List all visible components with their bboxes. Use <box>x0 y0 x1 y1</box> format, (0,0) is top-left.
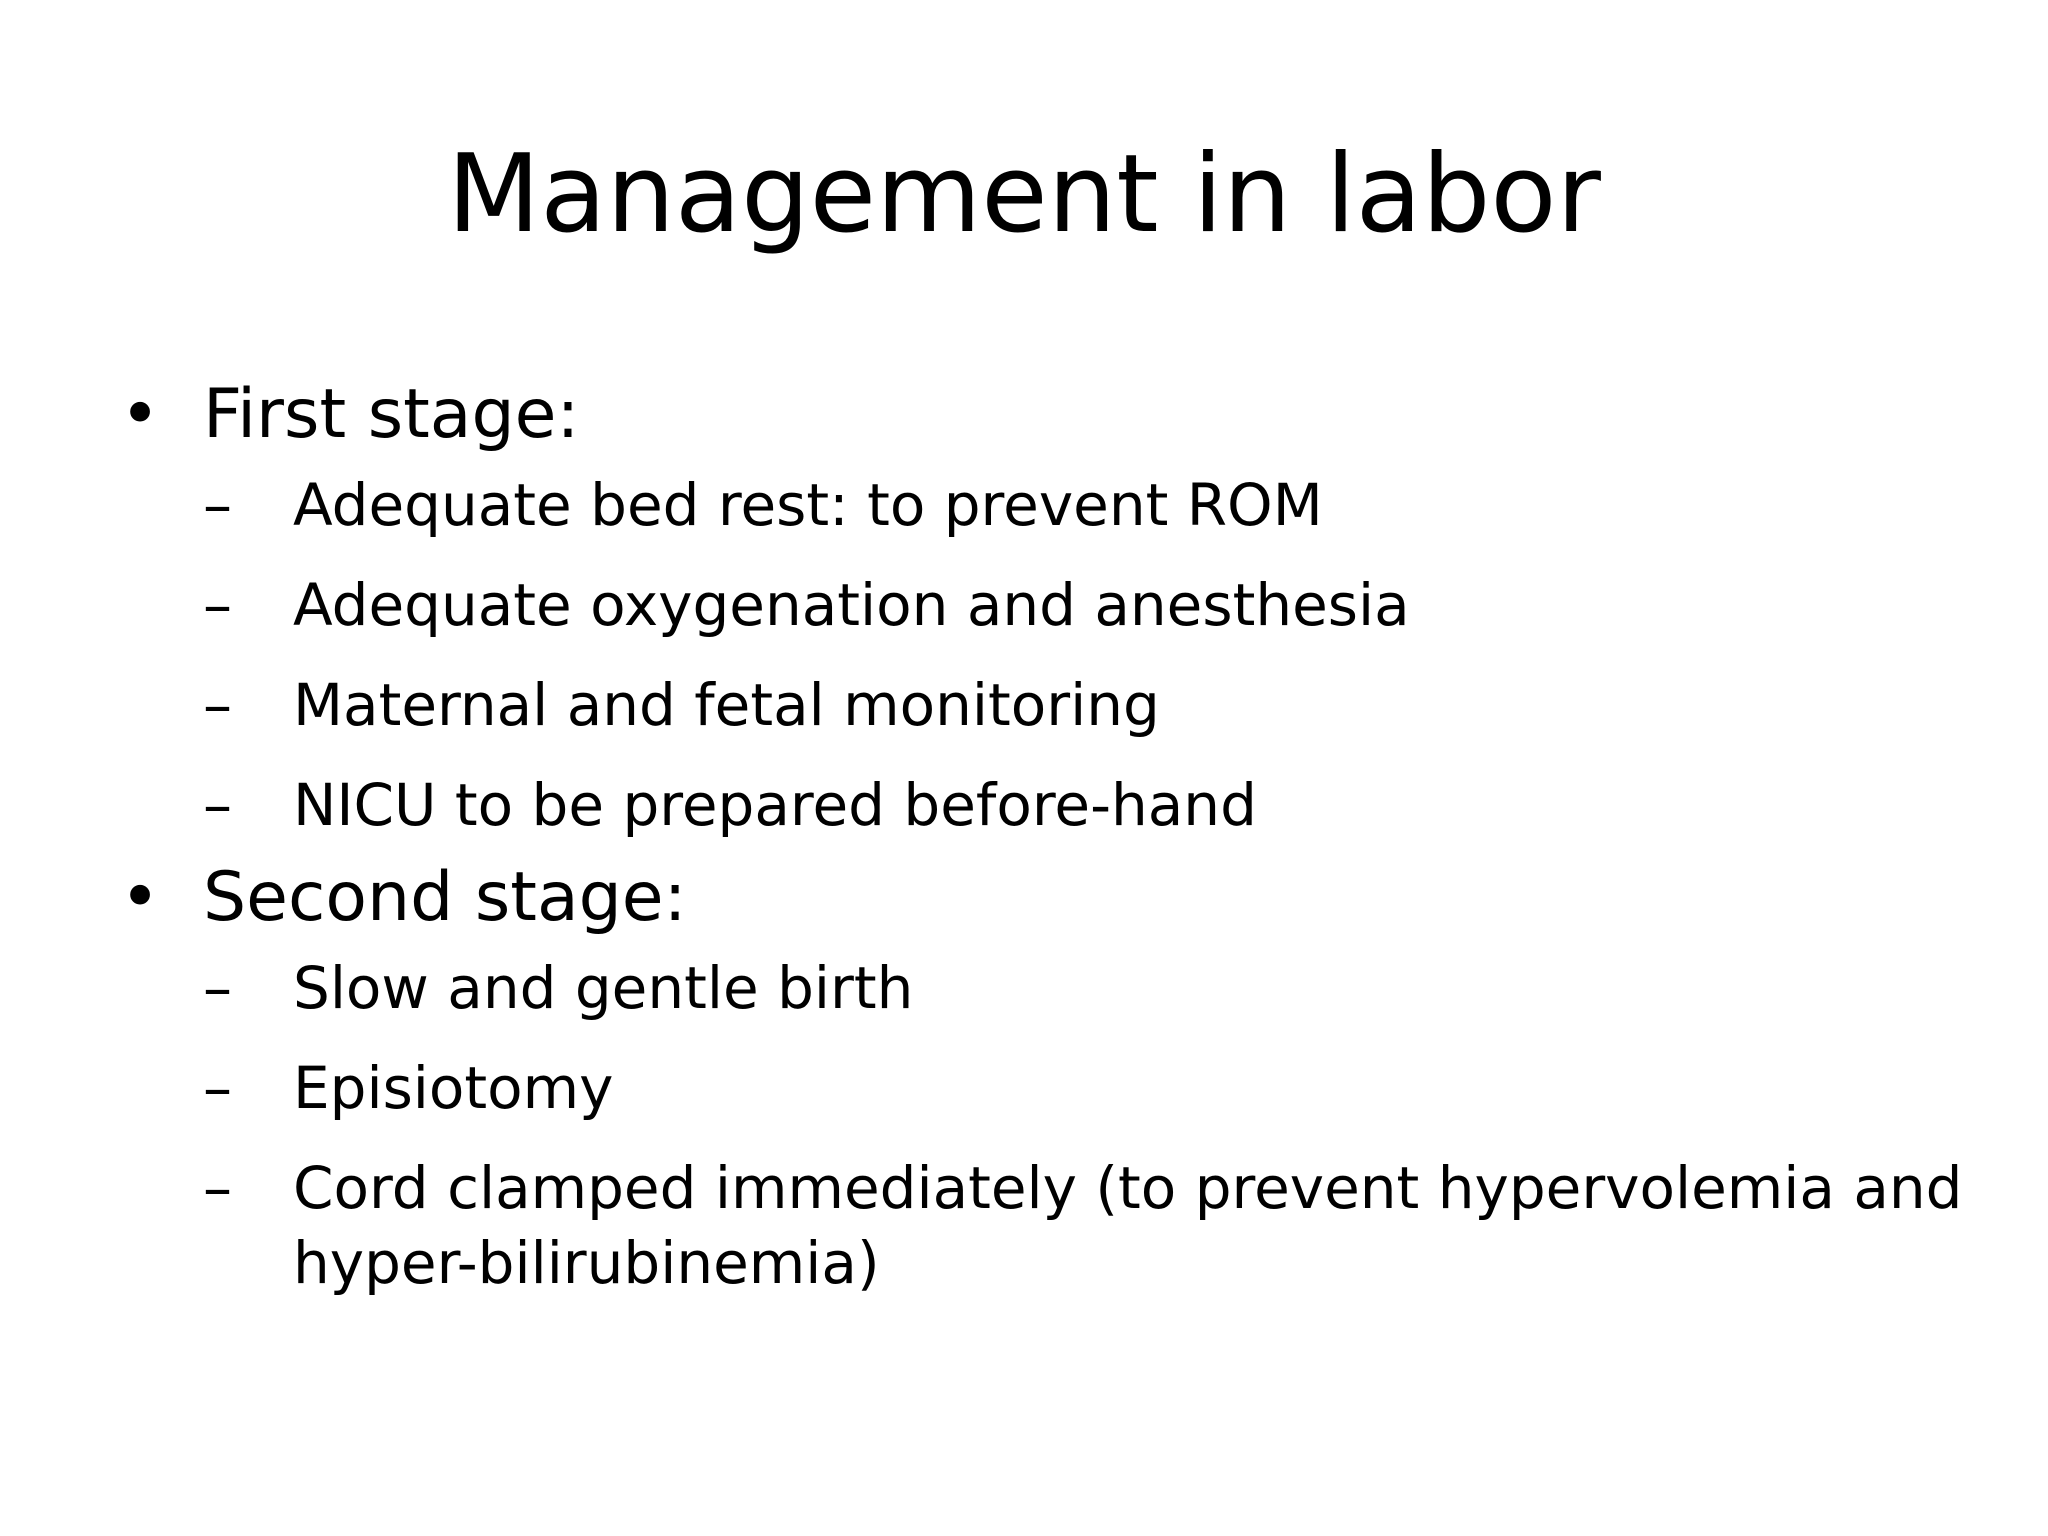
slide-title: Management in labor <box>447 132 1601 257</box>
dash-marker: – <box>203 771 232 839</box>
sub-bullet-text: Episiotomy <box>293 1054 614 1122</box>
sub-bullet-item <box>203 568 1980 643</box>
dash-marker: – <box>203 1154 232 1222</box>
sub-bullet-item <box>203 468 1980 543</box>
sub-bullet-item <box>203 1051 1980 1126</box>
sub-bullet-text: Slow and gentle birth <box>293 954 914 1022</box>
bullet-list <box>120 370 1980 1301</box>
sub-bullet-text: Maternal and fetal monitoring <box>293 671 1160 739</box>
sub-bullet-text: NICU to be prepared before-hand <box>293 771 1257 839</box>
sub-bullet-list <box>203 468 1980 843</box>
section-heading: Second stage: <box>203 858 687 937</box>
dash-marker: – <box>203 671 232 739</box>
sub-bullet-text: Cord clamped immediately (to prevent hypervolemia and hyper-bilirubinemia) <box>293 1154 1963 1297</box>
section-first-stage <box>120 370 1980 843</box>
sub-bullet-item <box>203 951 1980 1026</box>
section-second-stage <box>120 853 1980 1301</box>
dash-marker: – <box>203 954 232 1022</box>
sub-bullet-item <box>203 768 1980 843</box>
sub-bullet-list <box>203 951 1980 1301</box>
sub-bullet-text: Adequate bed rest: to prevent ROM <box>293 471 1323 539</box>
dash-marker: – <box>203 1054 232 1122</box>
bullet-dot: • <box>120 858 161 937</box>
bullet-dot: • <box>120 375 161 454</box>
section-heading: First stage: <box>203 375 580 454</box>
dash-marker: – <box>203 571 232 639</box>
sub-bullet-item <box>203 668 1980 743</box>
sub-bullet-item <box>203 1151 1980 1301</box>
dash-marker: – <box>203 471 232 539</box>
sub-bullet-text: Adequate oxygenation and anesthesia <box>293 571 1410 639</box>
